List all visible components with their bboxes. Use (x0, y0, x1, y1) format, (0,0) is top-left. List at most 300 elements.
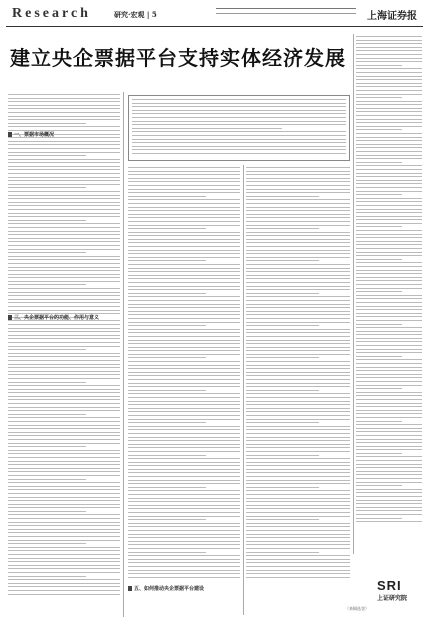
body-text-line (246, 167, 350, 168)
body-text-line (8, 421, 120, 422)
body-text-line (8, 583, 120, 584)
body-text-line (128, 544, 240, 545)
body-text-line (356, 496, 422, 497)
seal-bottom-text: 上证研究院 (377, 596, 408, 602)
body-text-line (8, 450, 120, 451)
body-text-line (246, 383, 350, 384)
body-text-line (8, 475, 120, 476)
body-text-line (128, 562, 240, 563)
body-text-line (356, 111, 422, 112)
body-text-line (356, 453, 402, 454)
body-text-line (128, 189, 240, 190)
body-text-line (246, 555, 350, 556)
body-text-line (356, 137, 422, 138)
body-text-line (356, 492, 422, 493)
body-text-line (132, 139, 346, 140)
body-text-line (128, 469, 240, 470)
body-text-line (356, 521, 422, 522)
abstract-box (128, 95, 350, 161)
body-text-line (246, 498, 350, 499)
body-text-line (8, 482, 120, 483)
body-text-line (246, 221, 350, 222)
body-text-line (356, 266, 422, 267)
body-text-line (356, 320, 422, 321)
body-text-line (8, 155, 86, 156)
body-text-line (356, 313, 422, 314)
masthead-rule (216, 13, 356, 16)
body-text-line (246, 311, 350, 312)
body-text-line (128, 447, 240, 448)
body-text-line (356, 298, 422, 299)
heading-marker (8, 315, 12, 320)
body-text-line (356, 255, 422, 256)
body-text-line (246, 559, 350, 560)
body-text-line (8, 126, 120, 127)
body-text-line (356, 86, 422, 87)
body-text-line (128, 534, 240, 535)
body-text-line (246, 246, 350, 247)
body-text-line (128, 498, 240, 499)
body-text-line (128, 541, 240, 542)
body-text-line (356, 162, 402, 163)
body-text-line (8, 364, 120, 365)
body-text-line (356, 446, 422, 447)
body-text-line (8, 346, 120, 347)
body-text-line (356, 97, 402, 98)
body-text-line (246, 286, 350, 287)
body-text-line (246, 429, 350, 430)
body-text-line (246, 336, 350, 337)
body-text-line (246, 300, 350, 301)
body-text-line (128, 526, 240, 527)
body-text-line (128, 465, 240, 466)
body-text-line (8, 249, 120, 250)
body-text-line (246, 480, 350, 481)
body-text-line (128, 286, 240, 287)
body-text-line (8, 263, 120, 264)
body-text-line (128, 559, 240, 560)
body-text-line (8, 536, 120, 537)
body-text-line (128, 408, 240, 409)
body-text-line (356, 327, 422, 328)
body-text-line (246, 199, 350, 200)
body-text-line (128, 275, 240, 276)
body-text-line (356, 514, 422, 515)
body-text-line (246, 462, 350, 463)
body-text-line (246, 214, 350, 215)
body-text-line (246, 289, 350, 290)
body-text-line (246, 296, 350, 297)
body-text-line (128, 555, 240, 556)
body-text-line (356, 248, 422, 249)
body-text-line (356, 47, 422, 48)
body-text-line (246, 552, 319, 553)
body-text-line (128, 296, 240, 297)
body-text-line (128, 411, 240, 412)
body-text-line (356, 119, 422, 120)
body-text-line (128, 171, 240, 172)
body-text-line (246, 329, 350, 330)
body-text-line (356, 147, 422, 148)
body-text-line (356, 191, 422, 192)
body-text-line (246, 210, 350, 211)
body-text-line (8, 417, 120, 418)
body-text-line (128, 325, 206, 326)
body-text-line (8, 590, 120, 591)
body-text-line (8, 173, 120, 174)
body-text-line (8, 216, 120, 217)
body-text-line (8, 288, 120, 289)
body-text-line (132, 121, 346, 122)
body-text-line (246, 577, 350, 578)
body-text-line (128, 519, 206, 520)
body-text-line (8, 565, 120, 566)
body-text-line (8, 493, 120, 494)
body-text-line (128, 386, 240, 387)
body-text-line (246, 573, 350, 574)
section-heading-text: 五、如何推动央企票据平台建设 (134, 586, 205, 592)
body-text-line (356, 65, 402, 66)
body-text-line (8, 292, 120, 293)
body-text-line (356, 331, 422, 332)
body-text-line (128, 181, 240, 182)
body-text-line (8, 453, 120, 454)
body-text-line (128, 566, 240, 567)
body-text-line (128, 573, 240, 574)
body-text-line (356, 431, 422, 432)
body-text-line (128, 368, 240, 369)
body-text-line (246, 501, 350, 502)
body-text-line (356, 334, 422, 335)
body-text-line (128, 458, 240, 459)
body-text-line (356, 209, 422, 210)
body-text-line (8, 543, 86, 544)
body-text-line (246, 293, 319, 294)
section-heading-text: 一、票据市场概况 (14, 132, 55, 138)
body-text-line (128, 480, 240, 481)
body-text-line (8, 378, 120, 379)
body-text-line (356, 280, 422, 281)
body-text-line (8, 407, 120, 408)
column-divider (243, 165, 244, 615)
body-text-line (246, 332, 350, 333)
section-heading-text: 三、央企票据平台的功能、作用与意义 (14, 315, 100, 321)
body-text-line (356, 485, 402, 486)
body-text-line (8, 324, 120, 325)
masthead (6, 2, 423, 27)
body-text-line (128, 228, 206, 229)
body-text-line (356, 180, 422, 181)
body-text-line (246, 357, 319, 358)
body-text-line (8, 238, 120, 239)
body-text-line (356, 471, 422, 472)
body-text-line (8, 439, 120, 440)
body-text-line (128, 332, 240, 333)
body-text-line (246, 397, 350, 398)
body-text-line (356, 428, 422, 429)
column-divider (353, 34, 354, 554)
body-text-line (356, 421, 402, 422)
body-text-line (8, 177, 120, 178)
body-text-line (128, 476, 240, 477)
body-text-line (356, 503, 422, 504)
body-text-line (128, 537, 240, 538)
body-text-line (356, 169, 422, 170)
masthead-logo: Research (12, 6, 91, 21)
body-text-line (8, 396, 120, 397)
body-text-line (132, 117, 346, 118)
body-text-line (8, 471, 120, 472)
body-text-line (8, 446, 86, 447)
body-text-line (8, 504, 120, 505)
body-text-line (356, 83, 422, 84)
body-text-line (132, 142, 346, 143)
body-text-line (132, 135, 346, 136)
body-text-line (128, 512, 240, 513)
body-text-line (246, 278, 350, 279)
body-text-line (246, 526, 350, 527)
body-text-line (246, 523, 350, 524)
body-text-line (128, 350, 240, 351)
body-text-line (128, 239, 240, 240)
body-text-line (246, 340, 350, 341)
body-text-line (246, 325, 319, 326)
body-text-line (128, 225, 240, 226)
body-text-line (356, 241, 422, 242)
body-text-line (128, 440, 240, 441)
body-text-line (356, 474, 422, 475)
body-text-line (356, 489, 422, 490)
body-text-line (356, 90, 422, 91)
body-text-line (128, 379, 240, 380)
body-text-line (8, 202, 120, 203)
body-text-line (246, 451, 350, 452)
body-text-line (356, 518, 402, 519)
body-text-line (128, 365, 240, 366)
body-text-line (246, 239, 350, 240)
body-text-line (8, 486, 120, 487)
body-text-line (246, 253, 350, 254)
body-text-line (8, 414, 86, 415)
body-text-line (8, 310, 120, 311)
body-text-line (246, 490, 350, 491)
body-text-line (356, 183, 422, 184)
masthead-paper-name: 上海证券报 (367, 11, 417, 22)
body-text-line (246, 372, 350, 373)
body-text-line (356, 201, 422, 202)
body-text-line (246, 304, 350, 305)
body-text-line (132, 106, 346, 107)
body-text-line (8, 356, 120, 357)
body-text-line (246, 465, 350, 466)
body-text-line (246, 189, 350, 190)
body-text-line (356, 133, 422, 134)
body-text-line (8, 116, 120, 117)
body-text-line (356, 370, 422, 371)
body-text-line (356, 43, 422, 44)
body-text-line (128, 307, 240, 308)
body-text-line (8, 540, 120, 541)
body-text-line (128, 451, 240, 452)
body-text-line (246, 415, 350, 416)
body-text-line (8, 152, 120, 153)
body-text-line (128, 523, 240, 524)
body-text-line (8, 547, 120, 548)
body-text-line (246, 228, 319, 229)
body-text-line (128, 268, 240, 269)
body-text-line (8, 98, 120, 99)
body-text-line (356, 399, 422, 400)
body-text-line (8, 349, 86, 350)
body-text-line (356, 417, 422, 418)
body-text-line (8, 213, 120, 214)
body-text-line (356, 122, 422, 123)
body-text-line (8, 119, 120, 120)
body-text-line (356, 510, 422, 511)
body-text-line (8, 195, 120, 196)
body-text-line (8, 468, 120, 469)
body-text-line (8, 511, 86, 512)
body-text-line (246, 354, 350, 355)
body-text-line (128, 490, 240, 491)
body-text-line (128, 419, 240, 420)
body-text-line (246, 530, 350, 531)
body-text-line (8, 259, 120, 260)
body-text-line (8, 295, 120, 296)
body-text-line (128, 487, 206, 488)
body-text-line (246, 444, 350, 445)
body-text-line (246, 519, 319, 520)
body-text-line (8, 331, 120, 332)
body-text-line (8, 223, 120, 224)
body-text-line (356, 158, 422, 159)
body-text-line (128, 422, 206, 423)
masthead-rule (216, 8, 356, 11)
body-text-line (356, 377, 422, 378)
body-text-line (8, 220, 86, 221)
body-text-line (8, 338, 120, 339)
body-text-line (132, 110, 346, 111)
body-text-line (8, 245, 120, 246)
body-text-line (128, 429, 240, 430)
body-text-line (128, 404, 240, 405)
body-text-line (246, 505, 350, 506)
body-text-line (356, 367, 422, 368)
body-text-line (246, 242, 350, 243)
body-text-line (8, 594, 120, 595)
body-text-line (356, 126, 422, 127)
body-text-line (128, 354, 240, 355)
body-text-line (246, 401, 350, 402)
body-text-line (8, 191, 120, 192)
body-text-line (128, 203, 240, 204)
body-text-line (128, 501, 240, 502)
body-text-line (128, 232, 240, 233)
body-text-line (356, 94, 422, 95)
sri-seal-logo (377, 578, 421, 618)
body-text-line (128, 174, 240, 175)
body-text-line (8, 525, 120, 526)
body-text-line (128, 357, 206, 358)
body-text-line (128, 246, 240, 247)
body-text-line (128, 343, 240, 344)
body-text-line (8, 94, 120, 95)
body-text-line (356, 194, 402, 195)
body-text-line (356, 50, 422, 51)
body-text-line (8, 281, 120, 282)
body-text-line (128, 472, 240, 473)
body-text-line (8, 105, 120, 106)
body-text-line (8, 554, 120, 555)
body-text-line (128, 577, 240, 578)
seal-top-text: SRI (377, 578, 402, 593)
body-text-line (128, 253, 240, 254)
body-text-line (8, 274, 120, 275)
body-text-line (246, 437, 350, 438)
body-text-line (128, 185, 240, 186)
body-text-line (8, 371, 120, 372)
body-text-line (356, 270, 422, 271)
body-text-line (128, 393, 240, 394)
body-text-line (246, 368, 350, 369)
body-text-line (246, 393, 350, 394)
body-text-line (356, 144, 422, 145)
body-text-line (356, 273, 422, 274)
body-text-line (356, 244, 422, 245)
body-text-line (246, 174, 350, 175)
body-text-line (128, 530, 240, 531)
body-text-line (356, 234, 422, 235)
body-text-line (356, 410, 422, 411)
body-text-line (8, 399, 120, 400)
body-text-line (128, 289, 240, 290)
body-text-line (8, 514, 120, 515)
text-column (246, 167, 350, 580)
body-text-line (246, 347, 350, 348)
body-text-line (246, 260, 319, 261)
body-text-line (356, 439, 422, 440)
body-text-line (356, 406, 422, 407)
body-text-line (128, 516, 240, 517)
body-text-line (8, 550, 120, 551)
heading-marker (128, 586, 132, 591)
body-text-line (128, 192, 240, 193)
body-text-line (356, 413, 422, 414)
body-text-line (246, 447, 350, 448)
body-text-line (246, 181, 350, 182)
body-text-line (128, 462, 240, 463)
body-text-line (246, 361, 350, 362)
body-text-line (246, 534, 350, 535)
body-text-line (356, 302, 422, 303)
body-text-line (356, 467, 422, 468)
body-text-line (356, 176, 422, 177)
body-text-line (8, 425, 120, 426)
body-text-line (246, 207, 350, 208)
body-text-line (8, 302, 120, 303)
body-text-line (246, 225, 350, 226)
body-text-line (8, 144, 120, 145)
body-text-line (356, 341, 422, 342)
body-text-line (8, 184, 120, 185)
body-text-line (8, 231, 120, 232)
section-heading (8, 131, 54, 138)
body-text-line (8, 500, 120, 501)
body-text-line (246, 541, 350, 542)
body-text-line (8, 335, 120, 336)
body-text-line (8, 123, 86, 124)
body-text-line (356, 374, 422, 375)
